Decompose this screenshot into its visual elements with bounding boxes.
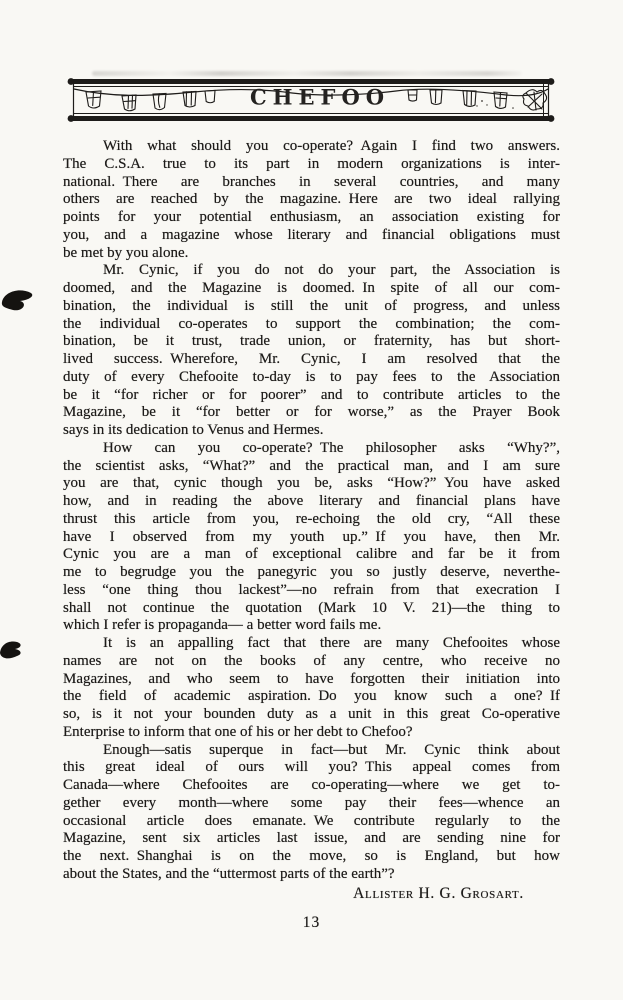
chefoo-banner — [64, 77, 558, 123]
text-line: Magazine, be it “for better or for worse,” as the Prayer Book — [63, 404, 560, 421]
text-line: how, and in reading the above literary and financial plans have — [63, 493, 560, 509]
flag-icon — [205, 91, 215, 103]
text-line: bination, be it trust, trade union, or fraternity, has but short- — [63, 333, 560, 350]
article-text — [63, 138, 560, 884]
text-line: Mr. Cynic, if you do not do your part, the Association is — [103, 262, 560, 279]
text-line: Enterprise to inform that one of his or her debt to Chefoo? — [63, 723, 413, 740]
text-line: so, is it not your bounden duty as a unit in this great Co-operative — [63, 706, 560, 722]
text-line: With what should you co-operate? Again I find two answers. — [103, 138, 560, 154]
text-line: which I refer is propaganda— a better word fails me. — [63, 617, 382, 634]
text-line: be it “for richer or for poorer” and to contribute articles to the — [63, 386, 560, 403]
text-line: national. There are branches in several countries, and many — [63, 173, 560, 190]
text-line: Magazines, and who seem to have forgotten their initiation into — [63, 670, 560, 687]
page-number: 13 — [302, 914, 321, 931]
flag-icon — [430, 90, 442, 105]
text-line: points for your potential enthusiasm, an association existing for — [63, 209, 560, 225]
flag-icon — [122, 95, 136, 111]
signature-block — [63, 884, 560, 903]
text-line: It is an appalling fact that there are many Chefooites whose — [103, 635, 560, 651]
flag-icon — [153, 94, 166, 110]
text-line: others are reached by the magazine. Here are two ideal rallying — [63, 191, 560, 208]
text-line: the individual co-operates to support the combination; the com- — [63, 315, 560, 332]
text-line: less “one thing thou lackest”—no refrain from that execration I — [63, 581, 560, 598]
text-line: about the States, and the “uttermost parts of the earth”? — [63, 865, 395, 882]
author-signature: Allister H. G. Grosart. — [353, 885, 524, 902]
text-line: The C.S.A. true to its part in modern organizations is inter- — [63, 155, 560, 172]
flag-icon — [183, 92, 196, 108]
text-line: this great ideal of ours will you? This appeal comes from — [63, 759, 560, 776]
text-line: shall not continue the quotation (Mark 10 V. 21)—the thing to — [63, 599, 560, 616]
flag-icon — [463, 91, 476, 107]
text-line: How can you co-operate? The philosopher asks “Why?”, — [103, 439, 560, 456]
banner-bottom-rod — [68, 114, 555, 122]
ink-blot — [0, 636, 32, 668]
text-line: Cynic you are a man of exceptional calibre and far be it from — [63, 546, 560, 563]
text-line: thrust this article from you, re-echoing the old cry, “All these — [63, 510, 560, 527]
text-line: bination, the individual is still the unit of progress, and unless — [63, 297, 560, 314]
text-line: doomed, and the Magazine is doomed. In spite of all our com- — [63, 280, 560, 296]
text-line: says in its dedication to Venus and Hermes. — [63, 422, 324, 438]
flag-icon — [408, 90, 417, 101]
text-line: gether every month—where some pay their fees—whence an — [63, 794, 560, 811]
text-line: the field of academic aspiration. Do you know such a one? If — [63, 688, 560, 705]
banner-title-text: CHEFOO — [249, 84, 391, 110]
text-line: be met by you alone. — [63, 244, 189, 261]
text-line: duty of every Chefooite to-day is to pay fees to the Association — [63, 368, 560, 385]
text-line: lived success. Wherefore, Mr. Cynic, I am resolved that the — [63, 351, 560, 367]
text-line: Enough—satis superque in fact—but Mr. Cynic think about — [103, 741, 560, 758]
text-line: Magazine, sent six articles last issue, and are sending nine for — [63, 830, 560, 847]
text-line: have I observed from my youth up.” If you have, then Mr. — [63, 528, 560, 545]
text-line: me to begrudge you the panegyric you so justly deserve, neverthe- — [63, 564, 560, 580]
banner-frame — [64, 77, 558, 123]
text-line: the scientist asks, “What?” and the practical man, and I am sure — [63, 457, 560, 474]
text-line: you are that, cynic though you be, asks “How?” You have asked — [63, 475, 560, 492]
text-line: Canada—where Chefooites are co-operating—where we get to- — [63, 777, 560, 793]
text-line: names are not on the books of any centre, who receive no — [63, 652, 560, 669]
scan-smudge — [92, 71, 522, 76]
text-line: you, and a magazine whose literary and financial obligations must — [63, 226, 560, 243]
ink-blot — [1, 287, 37, 323]
text-line: the next. Shanghai is on the move, so is England, but how — [63, 848, 560, 864]
text-line: occasional article does emanate. We contribute regularly to the — [63, 812, 560, 829]
